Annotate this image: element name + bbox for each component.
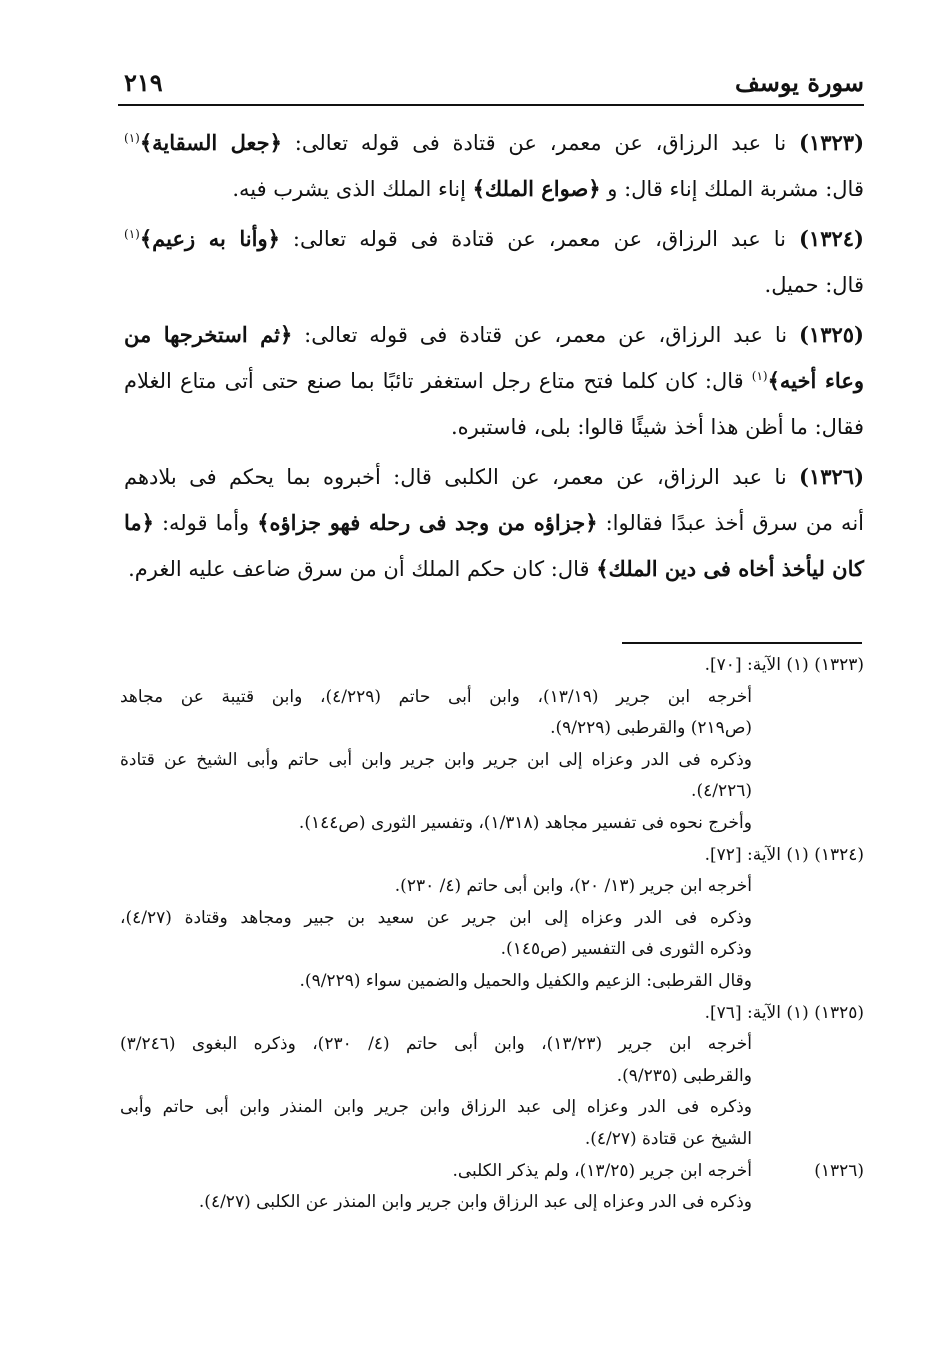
- footnote-line: وذكره الثورى فى التفسير (ص١٤٥).: [500, 939, 752, 960]
- footnote-heading: (١٣٢٥) (١) الآية: [٧٦].: [704, 1002, 864, 1023]
- quran-quote: ﴿جزاؤه من وجد فى رحله فهو جزاؤه﴾: [257, 510, 598, 535]
- footnote-line: وأخرج نحوه فى تفسير مجاهد (١/٣١٨)، وتفسير الثورى (ص١٤٤).: [298, 812, 752, 833]
- footnote-line: وذكره فى الدر وعزاه إلى عبد الرزاق وابن جرير وابن المنذر عن الكلبى (٤/٢٧).: [198, 1192, 752, 1213]
- footnotes: [120, 650, 864, 1219]
- text-line: [124, 312, 864, 358]
- footnote-line: أخرجه ابن جرير (١٣/٢٥)، ولم يذكر الكلبى.: [452, 1160, 752, 1181]
- footnote-group: [120, 998, 864, 1156]
- footnote-line: وقال القرطبى: الزعيم والكفيل والحميل والضمين سواء (٩/٢٢٩).: [299, 970, 752, 991]
- footnote-line: (٤/٢٢٦).: [691, 781, 752, 802]
- text-line: [124, 454, 864, 500]
- footnote-line: وذكره فى الدر وعزاه إلى عبد الرزاق وابن جرير وابن المنذر وابن أبى حاتم وأبى: [120, 1097, 752, 1118]
- footnote-entry: [120, 1092, 752, 1155]
- footnote-line: أخرجه ابن جرير (١٣/١٩)، وابن أبى حاتم (٤/٢٢٩)، وابن قتيبة عن مجاهد: [120, 686, 752, 707]
- quran-quote: كان ليأخذ أخاه فى دين الملك﴾: [596, 556, 864, 581]
- text-line: [124, 404, 864, 450]
- footnote-line: الشيخ عن قتادة (٤/٢٧).: [584, 1128, 752, 1149]
- footnote-entry: [120, 966, 752, 998]
- quran-quote: وعاء أخيه﴾: [767, 368, 864, 393]
- footnote-heading: (١٣٢٦): [814, 1160, 864, 1181]
- quran-quote: ﴿جعل السقاية﴾: [139, 130, 282, 155]
- hadith-number: (١٣٢٣): [799, 130, 864, 155]
- footnote-entry: [120, 1187, 752, 1219]
- footnote-inline-entry: [120, 1156, 864, 1188]
- footnote-entry: [120, 1029, 752, 1092]
- footnote-line: أخرجه ابن جرير (١٣/ ٢٠)، وابن أبى حاتم (٤/ ٢٣٠).: [394, 876, 752, 897]
- hadith-number: (١٣٢٥): [798, 322, 864, 347]
- footnote-line: (ص٢١٩) والقرطبى (٩/٢٢٩).: [550, 718, 752, 739]
- text-span: فقال: ما أظن هذا أخذ شيئًا قالوا: بلى، فاستبره.: [450, 415, 864, 439]
- text-span: نا عبد الرزاق، عن معمر، عن قتادة فى قوله تعالى:: [279, 227, 787, 251]
- footnote-entry: [120, 903, 752, 966]
- text-span: إناء الملك الذى يشرب فيه.: [232, 177, 473, 201]
- text-line: [124, 358, 864, 404]
- text-line: [124, 262, 864, 308]
- hadith-number: (١٣٢٤): [798, 226, 864, 251]
- footnote-entry: [120, 682, 752, 745]
- hadith-number: (١٣٢٦): [799, 464, 864, 489]
- footnote-group: [120, 650, 864, 840]
- footnote-separator: [622, 642, 862, 644]
- footnote-group: [120, 840, 864, 998]
- text-span: أنه من سرق أخذ عبدًا فقالوا:: [597, 511, 864, 535]
- footnote-marker: (١): [124, 131, 140, 145]
- quran-quote: ﴿وأنا به زعيم﴾: [139, 226, 280, 251]
- text-line: [124, 166, 864, 212]
- footnote-heading: (١٣٢٤) (١) الآية: [٧٢].: [704, 844, 864, 865]
- footnote-entry: [120, 808, 752, 840]
- text-line: [124, 216, 864, 262]
- hadith-paragraph: [124, 216, 864, 308]
- footnote-line: وذكره فى الدر وعزاه إلى ابن جرير عن سعيد بن جبير ومجاهد وقتادة (٤/٢٧)،: [120, 907, 752, 928]
- quran-quote: ﴿ثم استخرجها من: [124, 322, 293, 347]
- hadith-paragraph: [124, 454, 864, 592]
- page-header: [118, 68, 864, 106]
- footnote-line: وذكره فى الدر وعزاه إلى ابن جرير وابن جرير وابن أبى حاتم وأبى الشيخ عن قتادة: [120, 749, 752, 770]
- surah-title: سورة يوسف: [734, 68, 864, 97]
- footnote-entry: [120, 871, 752, 903]
- footnote-entry: [120, 745, 752, 808]
- quran-quote: ﴿ما: [124, 510, 154, 535]
- text-line: [124, 120, 864, 166]
- hadith-paragraph: [124, 120, 864, 212]
- main-text: [124, 120, 864, 596]
- text-span: نا عبد الرزاق، عن معمر، عن قتادة فى قوله تعالى:: [281, 131, 787, 155]
- text-span: نا عبد الرزاق، عن معمر، عن الكلبى قال: أخبروه بما يحكم فى بلادهم: [124, 465, 787, 489]
- text-span: وأما قوله:: [153, 511, 258, 535]
- footnote-marker: (١): [124, 227, 140, 241]
- page-number: ٢١٩: [124, 68, 163, 97]
- footnote-group: [120, 1156, 864, 1219]
- text-span: نا عبد الرزاق، عن معمر، عن قتادة فى قوله تعالى:: [292, 323, 788, 347]
- hadith-paragraph: [124, 312, 864, 450]
- text-span: قال: كان كلما فتح متاع رجل استغفر تائبًا بما صنع حتى أتى متاع الغلام: [124, 369, 752, 393]
- footnote-heading: (١٣٢٣) (١) الآية: [٧٠].: [704, 655, 864, 675]
- text-span: قال: مشربة الملك إناء قال: و: [600, 177, 864, 201]
- text-span: قال: كان حكم الملك أن من سرق ضاعف عليه الغرم.: [128, 557, 597, 581]
- footnote-marker: (١): [751, 369, 768, 383]
- footnote-line: والقرطبى (٩/٢٣٥).: [616, 1065, 752, 1086]
- text-span: قال: حميل.: [764, 273, 864, 297]
- footnote-line: أخرجه ابن جرير (١٣/٢٣)، وابن أبى حاتم (٤/ ٢٣٠)، وذكره البغوى (٣/٢٤٦): [120, 1034, 752, 1055]
- text-line: [124, 500, 864, 546]
- text-line: [124, 546, 864, 592]
- quran-quote: ﴿صواع الملك﴾: [472, 176, 601, 201]
